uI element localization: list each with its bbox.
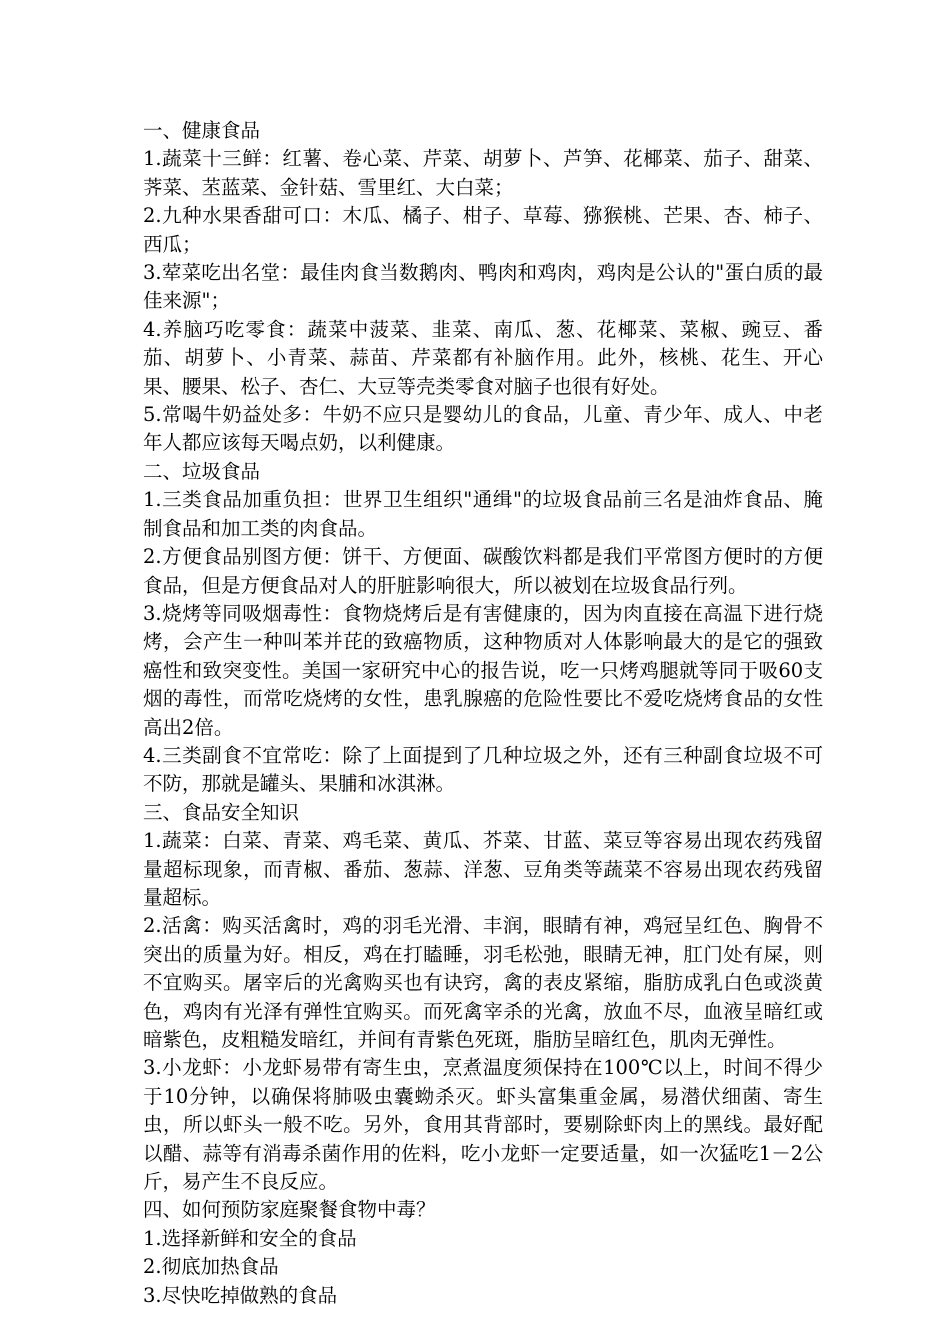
list-item-eat-quickly: 3.尽快吃掉做熟的食品 <box>143 1283 338 1307</box>
paragraph-crayfish: 3.小龙虾：小龙虾易带有寄生虫，烹煮温度须保持在100℃以上，时间不得少于10分钟，以确保将肺吸虫囊蚴杀灭。虾头富集重金属，易潜伏细菌、寄生虫，所以虾头一般不吃。另外，食用其背部时，要剔除虾肉上的黑线。最好配以醋、蒜等有消毒杀菌作用的佐料，吃小龙虾一定要适量，如一次猛吃1－2公斤，易产生不良反应。 <box>143 1056 823 1194</box>
paragraph-convenience-food: 2.方便食品别图方便：饼干、方便面、碳酸饮料都是我们平常图方便时的方便食品，但是方便食品对人的肝脏影响很大，所以被划在垃圾食品行列。 <box>143 545 823 597</box>
document-body <box>143 117 823 1310</box>
paragraph-barbecue: 3.烧烤等同吸烟毒性：食物烧烤后是有害健康的，因为肉直接在高温下进行烧烤，会产生一种叫苯并芘的致癌物质，这种物质对人体影响最大的是它的强致癌性和致突变性。美国一家研究中心的报告说，吃一只烤鸡腿就等同于吸60支烟的毒性，而常吃烧烤的女性，患乳腺癌的危险性要比不爱吃烧烤食品的女性高出2倍。 <box>143 601 823 739</box>
section-heading-food-poisoning: 四、如何预防家庭聚餐食物中毒？ <box>143 1198 436 1222</box>
paragraph-side-foods: 4.三类副食不宜常吃：除了上面提到了几种垃圾之外，还有三种副食垃圾不可不防，那就是罐头、果脯和冰淇淋。 <box>143 743 823 796</box>
list-item-fresh-food: 1.选择新鲜和安全的食品 <box>143 1226 357 1250</box>
section-heading-healthy-food: 一、健康食品 <box>143 119 261 142</box>
paragraph-live-poultry: 2.活禽：购买活禽时，鸡的羽毛光滑、丰润，眼睛有神，鸡冠呈红色、胸骨不突出的质量为好。相反，鸡在打瞌睡，羽毛松弛，眼睛无神，肛门处有屎，则不宜购买。屠宰后的光禽购买也有诀窍，禽的表皮紧缩，脂肪成乳白色或淡黄色，鸡肉有光泽有弹性宜购买。而死禽宰杀的光禽，放血不尽，血液呈暗红或暗紫色，皮粗糙发暗红，并间有青紫色死斑，脂肪呈暗红色，肌肉无弹性。 <box>143 914 823 1051</box>
paragraph-milk-benefits: 5.常喝牛奶益处多：牛奶不应只是婴幼儿的食品，儿童、青少年、成人、中老年人都应该每天喝点奶，以利健康。 <box>143 403 823 455</box>
paragraph-three-food-types: 1.三类食品加重负担：世界卫生组织"通缉"的垃圾食品前三名是油炸食品、腌制食品和加工类的肉食品。 <box>143 488 823 540</box>
paragraph-nine-fruits: 2.九种水果香甜可口：木瓜、橘子、柑子、草莓、猕猴桃、芒果、杏、柿子、西瓜； <box>143 204 823 256</box>
paragraph-vegetables-thirteen: 1.蔬菜十三鲜：红薯、卷心菜、芹菜、胡萝卜、芦笋、花椰菜、茄子、甜菜、荠菜、苤蓝菜、金针菇、雪里红、大白菜； <box>143 147 823 199</box>
list-item-heat-food: 2.彻底加热食品 <box>143 1255 279 1279</box>
paragraph-meat-dishes: 3.荤菜吃出名堂：最佳肉食当数鹅肉、鸭肉和鸡肉，鸡肉是公认的"蛋白质的最佳来源"； <box>143 261 823 313</box>
paragraph-vegetable-safety: 1.蔬菜：白菜、青菜、鸡毛菜、黄瓜、芥菜、甘蓝、菜豆等容易出现农药残留量超标现象，而青椒、番茄、葱蒜、洋葱、豆角类等蔬菜不容易出现农药残留量超标。 <box>143 829 823 909</box>
section-heading-food-safety: 三、食品安全知识 <box>143 800 300 824</box>
section-heading-junk-food: 二、垃圾食品 <box>143 459 261 483</box>
paragraph-brain-snacks: 4.养脑巧吃零食：蔬菜中菠菜、韭菜、南瓜、葱、花椰菜、菜椒、豌豆、番茄、胡萝卜、小青菜、蒜苗、芹菜都有补脑作用。此外，核桃、花生、开心果、腰果、松子、杏仁、大豆等壳类零食对脑子也很有好处。 <box>143 317 823 398</box>
